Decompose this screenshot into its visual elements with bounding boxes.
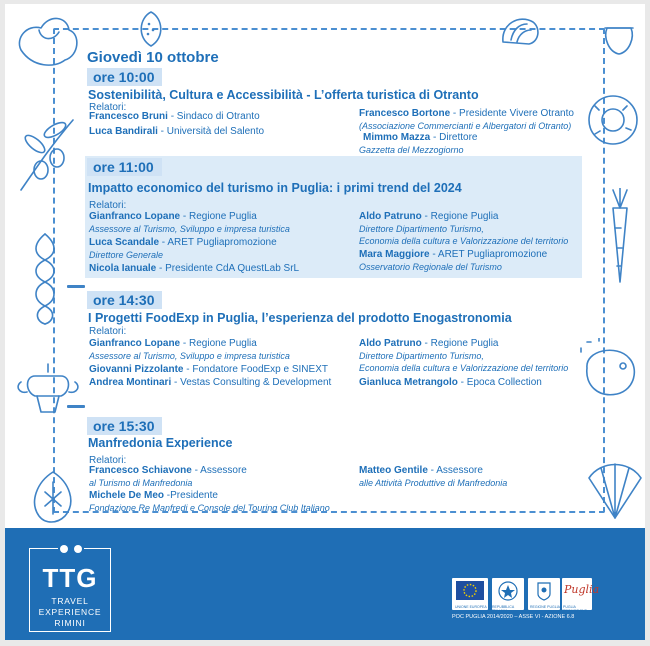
bag-icon (11, 10, 83, 70)
olive-branch-icon (15, 114, 79, 194)
agenda-card (5, 4, 645, 640)
speaker: Gianluca Metrangolo - Epoca Collection (359, 377, 542, 388)
session-1-title: Sostenibilità, Cultura e Accessibilità - L’offerta turistica di Otranto (88, 88, 479, 102)
italy-emblem-icon (492, 578, 524, 613)
speaker: Matteo Gentile - Assessore alle Attività Produttive di Manfredonia (359, 465, 508, 488)
logo-line-3: RIMINI (54, 618, 86, 628)
seed-icon (133, 10, 169, 50)
region-caption: REGIONE PUGLIA (530, 605, 560, 609)
session-4-relatori: Relatori: (89, 455, 127, 466)
speaker: Mimmo Mazza - Direttore Gazzetta del Mezzogiorno (359, 132, 478, 155)
separator (67, 285, 85, 288)
session-2-time: ore 11:00 (87, 158, 162, 176)
session-4-time: ore 15:30 (87, 417, 162, 435)
footer-bar (5, 528, 645, 640)
promozione-caption: PUGLIA PROMOZIONE (563, 605, 587, 613)
session-2-title: Impatto economico del turismo in Puglia: i primi trend del 2024 (88, 181, 462, 195)
carrot-icon (605, 188, 635, 284)
session-3-title: I Progetti FoodExp in Puglia, l’esperienza del prodotto Enogastronomia (88, 311, 512, 325)
ttg-logo (29, 548, 111, 632)
sugar-bowl-icon (15, 362, 81, 420)
speaker: Francesco Bortone - Presidente Vivere Otranto (Associazione Commercianti e Albergatori di Otranto) (359, 108, 574, 131)
logo-line-2: EXPERIENCE (38, 607, 102, 617)
speaker: Mara Maggiore - ARET Pugliapromozione Osservatorio Regionale del Turismo (359, 249, 548, 272)
speaker: Luca Bandirali - Università del Salento (89, 126, 265, 137)
speaker: Gianfranco Lopane - Regione Puglia Assessore al Turismo, Sviluppo e impresa turistica (89, 211, 290, 234)
puglia-region-icon (528, 578, 560, 610)
speaker: Aldo Patruno - Regione Puglia Direttore Dipartimento Turismo, Economia della cultura e Valorizzazione del territorio (359, 338, 569, 373)
logo-line-1: TRAVEL (51, 596, 89, 606)
italy-caption: REPUBBLICA ITALIANA (492, 605, 514, 613)
braided-bread-icon (23, 230, 67, 326)
separator (67, 405, 85, 408)
poc-text: POC PUGLIA 2014/2020 – ASSE VI - AZIONE 6.8 (452, 614, 575, 620)
piggy-icon (577, 338, 641, 404)
eu-flag-icon (452, 578, 488, 610)
speaker: Michele De Meo -Presidente Fondazione Re Manfredi e Console del Touring Club Italiano (89, 490, 330, 513)
logo-dots (58, 545, 84, 555)
speaker: Giovanni Pizzolante - Fondatore FoodExp e SINEXT (89, 364, 328, 375)
session-1-relatori: Relatori: (89, 102, 127, 113)
eu-caption: UNIONE EUROPEA (455, 605, 487, 609)
logo-ttg: TTG (42, 563, 98, 593)
speaker: Nicola Ianuale - Presidente CdA QuestLab SrL (89, 263, 300, 274)
event-date: Giovedì 10 ottobre (87, 49, 219, 66)
speaker: Luca Scandale - ARET Pugliapromozione Direttore Generale (89, 237, 277, 260)
taralli-icon (581, 84, 641, 154)
speaker: Francesco Schiavone - Assessore al Turismo di Manfredonia (89, 465, 247, 488)
shell-icon (499, 12, 541, 48)
puglia-wordmark: Puglia (564, 583, 600, 596)
fig-icon (25, 468, 81, 524)
partner-logos (452, 578, 600, 622)
session-4-title: Manfredonia Experience (88, 436, 233, 450)
session-2-relatori: Relatori: (89, 200, 127, 211)
speaker: Francesco Bruni - Sindaco di Otranto (89, 111, 260, 122)
speaker: Gianfranco Lopane - Regione Puglia Assessore al Turismo, Sviluppo e impresa turistica (89, 338, 290, 361)
fan-icon (587, 458, 643, 522)
pot-icon (601, 18, 637, 60)
puglia-promozione-logo (562, 578, 600, 613)
session-1-time: ore 10:00 (87, 68, 162, 86)
speaker: Andrea Montinari - Vestas Consulting & Development (89, 377, 332, 388)
session-3-relatori: Relatori: (89, 326, 127, 337)
session-3-time: ore 14:30 (87, 291, 162, 309)
speaker: Aldo Patruno - Regione Puglia Direttore Dipartimento Turismo, Economia della cultura e Valorizzazione del territorio (359, 211, 569, 246)
